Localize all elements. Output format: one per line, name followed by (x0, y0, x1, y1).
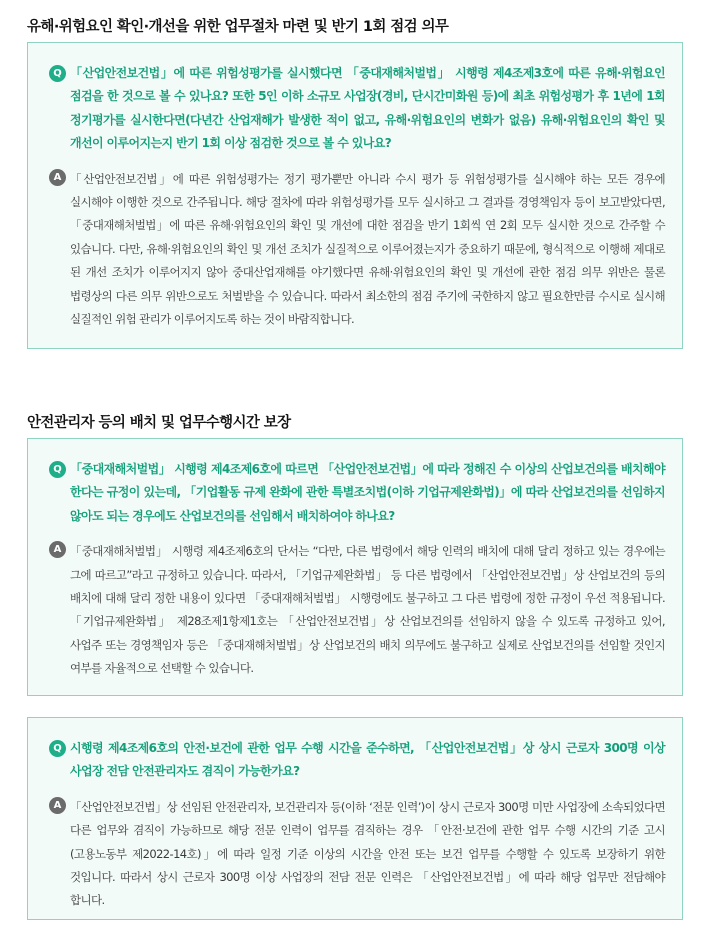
answer-badge-icon: A (49, 797, 66, 814)
question-text: 「중대재해처벌법」 시행령 제4조제6호에 따르면 「산업안전보건법」에 따라 정해진 수 이상의 산업보건의를 배치해야 한다는 규정이 있는데, 「기업활동 규제 완화에 관한 특별조치법(이하 기업규제완화법)」에 따라 산업보건의를 선임하지 않아도 되는 경우에도 산업보건의를 선임해서 배치하여야 하나요? (70, 462, 665, 523)
question-row (49, 718, 665, 784)
question-text: 시행령 제4조제6호의 안전·보건에 관한 업무 수행 시간을 준수하면, 「산업안전보건법」상 상시 근로자 300명 이상 사업장 전담 안전관리자도 겸직이 가능한가요? (70, 741, 665, 779)
answer-row (49, 528, 665, 680)
answer-text: 「중대재해처벌법」 시행령 제4조제6호의 단서는 “다만, 다른 법령에서 해당 인력의 배치에 대해 달리 정하고 있는 경우에는 그에 따르고”라고 규정하고 있습니다. 따라서, 「기업규제완화법」 등 다른 법령에서 「산업안전보건법」상 산업보건의 등의 배치에 대해 달리 정한 내용이 있다면 「중대재해처벌법」 시행령에도 불구하고 그 다른 법령에 정한 규정이 우선 적용됩니다. 「기업규제완화법」 제28조제1항제1호는 「산업안전보건법」상 산업보건의를 선임하지 않을 수 있도록 규정하고 있어, 사업주 또는 경영책임자 등은 「중대재해처벌법」상 산업보건의 배치 의무에도 불구하고 실제로 산업보건의를 선임할 것인지 여부를 자율적으로 선택할 수 있습니다. (70, 544, 665, 676)
qa-box-risk-assessment (27, 42, 683, 349)
question-row (49, 43, 665, 156)
question-badge-icon: Q (49, 740, 66, 757)
question-badge-icon: Q (49, 461, 66, 478)
section-title-safety-manager: 안전관리자 등의 배치 및 업무수행시간 보장 (27, 415, 291, 431)
qa-box-concurrent-duty (27, 717, 683, 920)
qa-box-industrial-physician (27, 438, 683, 696)
answer-text: 「산업안전보건법」에 따른 위험성평가는 정기 평가뿐만 아니라 수시 평가 등 위험성평가를 실시해야 하는 모든 경우에 실시해야 이행한 것으로 간주됩니다. 해당 절차에 따라 위험성평가를 모두 실시하고 그 결과를 경영책임자 등이 보고받았다면, 「중대재해처벌법」에 따른 유해·위험요인의 확인 및 개선에 대한 점검을 반기 1회씩 연 2회 모두 실시한 것으로 간주할 수 있습니다. 다만, 유해·위험요인의 확인 및 개선 조치가 실질적으로 이루어졌는지가 중요하기 때문에, 형식적으로 이행해 제대로 된 개선 조치가 이루어지지 않아 중대산업재해를 야기했다면 유해·위험요인의 확인 및 개선에 관한 점검 의무 위반은 물론 법령상의 다른 의무 위반으로도 처벌받을 수 있습니다. 따라서 최소한의 점검 주기에 국한하지 않고 필요한만큼 수시로 실시해 실질적인 위험 관리가 이루어지도록 하는 것이 바람직합니다. (70, 171, 665, 327)
answer-text: 「산업안전보건법」상 선임된 안전관리자, 보건관리자 등(이하 ‘전문 인력’)이 상시 근로자 300명 미만 사업장에 소속되었다면 다른 업무와 겸직이 가능하므로 해당 전문 인력이 업무를 겸직하는 경우 「안전·보건에 관한 업무 수행 시간의 기준 고시(고용노동부 제2022-14호)」에 따라 일정 기준 이상의 시간을 안전 또는 보건 업무를 수행할 수 있도록 보장하기 위한 것입니다. 따라서 상시 근로자 300명 이상 사업장의 전담 전문 인력은 「산업안전보건법」에 따라 해당 업무만 전담해야 합니다. (70, 799, 665, 908)
answer-badge-icon: A (49, 541, 66, 558)
question-text: 「산업안전보건법」에 따른 위험성평가를 실시했다면 「중대재해처벌법」 시행령 제4조제3호에 따른 유해·위험요인 점검을 한 것으로 볼 수 있나요? 또한 5인 이하 소규모 사업장(경비, 단시간미화원 등)에 최초 위험성평가 후 1년에 1회 정기평가를 실시한다면(다년간 산업재해가 발생한 적이 없고, 유해·위험요인의 변화가 없음) 유해·위험요인의 확인 및 개선이 이루어지는지 반기 1회 이상 점검한 것으로 볼 수 있나요? (70, 66, 665, 151)
answer-row (49, 784, 665, 913)
answer-badge-icon: A (49, 169, 66, 186)
question-row (49, 439, 665, 528)
section-title-hazard-inspection: 유해·위험요인 확인·개선을 위한 업무절차 마련 및 반기 1회 점검 의무 (27, 19, 449, 35)
answer-row (49, 156, 665, 332)
question-badge-icon: Q (49, 65, 66, 82)
